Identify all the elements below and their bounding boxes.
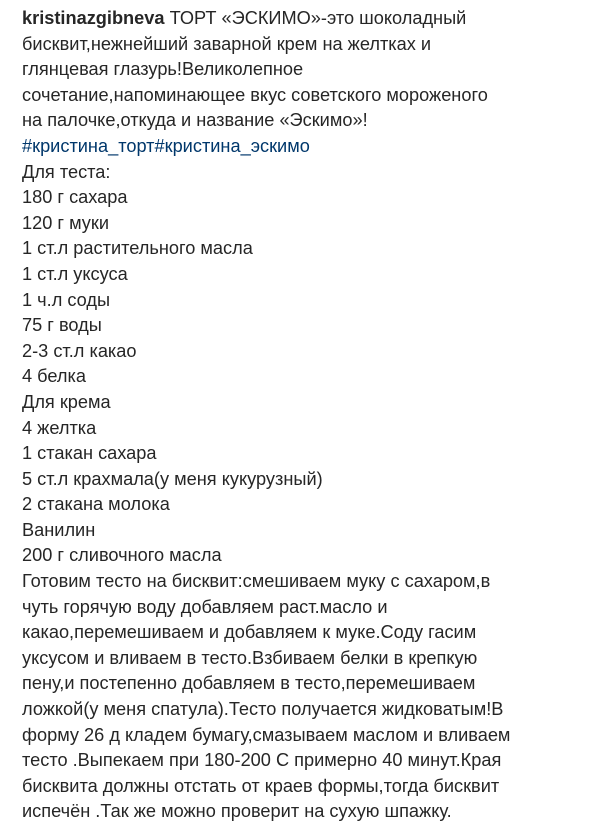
recipe-line: пену,и постепенно добавляем в тесто,перемешиваем xyxy=(22,673,476,694)
username-link[interactable]: kristinazgibneva xyxy=(22,8,165,28)
recipe-line: форму 26 д кладем бумагу,смазываем маслом и вливаем xyxy=(22,724,511,745)
recipe-line: ложкой(у меня спатула).Тесто получается жидковатым!В xyxy=(22,699,504,720)
recipe-line: 2-3 ст.л какао xyxy=(22,340,137,361)
recipe-line: 1 ст.л растительного масла xyxy=(22,238,253,259)
caption-intro-line: ТОРТ «ЭСКИМО»-это шоколадный xyxy=(169,8,467,28)
hashtag-link[interactable]: #кристина_эскимо xyxy=(154,135,310,156)
hashtag-line xyxy=(22,134,592,160)
recipe-line: испечён .Так же можно проверит на сухую шпажку. xyxy=(22,801,452,822)
recipe-line: 1 ч.л соды xyxy=(22,289,111,310)
recipe-line: Готовим тесто на бисквит:смешиваем муку с сахаром,в xyxy=(22,571,491,592)
recipe-line: 200 г сливочного масла xyxy=(22,545,222,566)
post-caption xyxy=(22,6,592,825)
caption-intro-line: бисквит,нежнейший заварной крем на желтках и xyxy=(22,33,432,54)
recipe-line: 180 г сахара xyxy=(22,187,128,208)
recipe-line: Для теста: xyxy=(22,161,111,182)
recipe-line: 1 стакан сахара xyxy=(22,443,157,464)
recipe-line: 2 стакана молока xyxy=(22,494,170,515)
recipe-line: бисквита должны отстать от краев формы,тогда бисквит xyxy=(22,775,500,796)
recipe-line: 4 белка xyxy=(22,366,86,387)
hashtag-link[interactable]: #кристина_торт xyxy=(22,135,155,156)
recipe-line: 75 г воды xyxy=(22,315,102,336)
recipe-line: уксусом и вливаем в тесто.Взбиваем белки в крепкую xyxy=(22,647,478,668)
recipe-line: Для крема xyxy=(22,391,111,412)
recipe-line: тесто .Выпекаем при 180-200 С примерно 40 минут.Края xyxy=(22,750,502,771)
caption-intro-line: глянцевая глазурь!Великолепное xyxy=(22,59,304,80)
recipe-line: Ванилин xyxy=(22,519,96,540)
caption-first-line xyxy=(22,6,592,32)
recipe-line: какао,перемешиваем и добавляем к муке.Соду гасим xyxy=(22,622,477,643)
recipe-line: 4 желтка xyxy=(22,417,97,438)
recipe-line: 5 ст.л крахмала(у меня кукурузный) xyxy=(22,468,323,489)
recipe-line: чуть горячую воду добавляем раст.масло и xyxy=(22,596,388,617)
caption-intro-line: сочетание,напоминающее вкус советского мороженого xyxy=(22,84,488,105)
recipe-line: 1 ст.л уксуса xyxy=(22,263,128,284)
caption-intro-line: на палочке,откуда и название «Эскимо»! xyxy=(22,110,368,131)
recipe-line: 120 г муки xyxy=(22,212,110,233)
